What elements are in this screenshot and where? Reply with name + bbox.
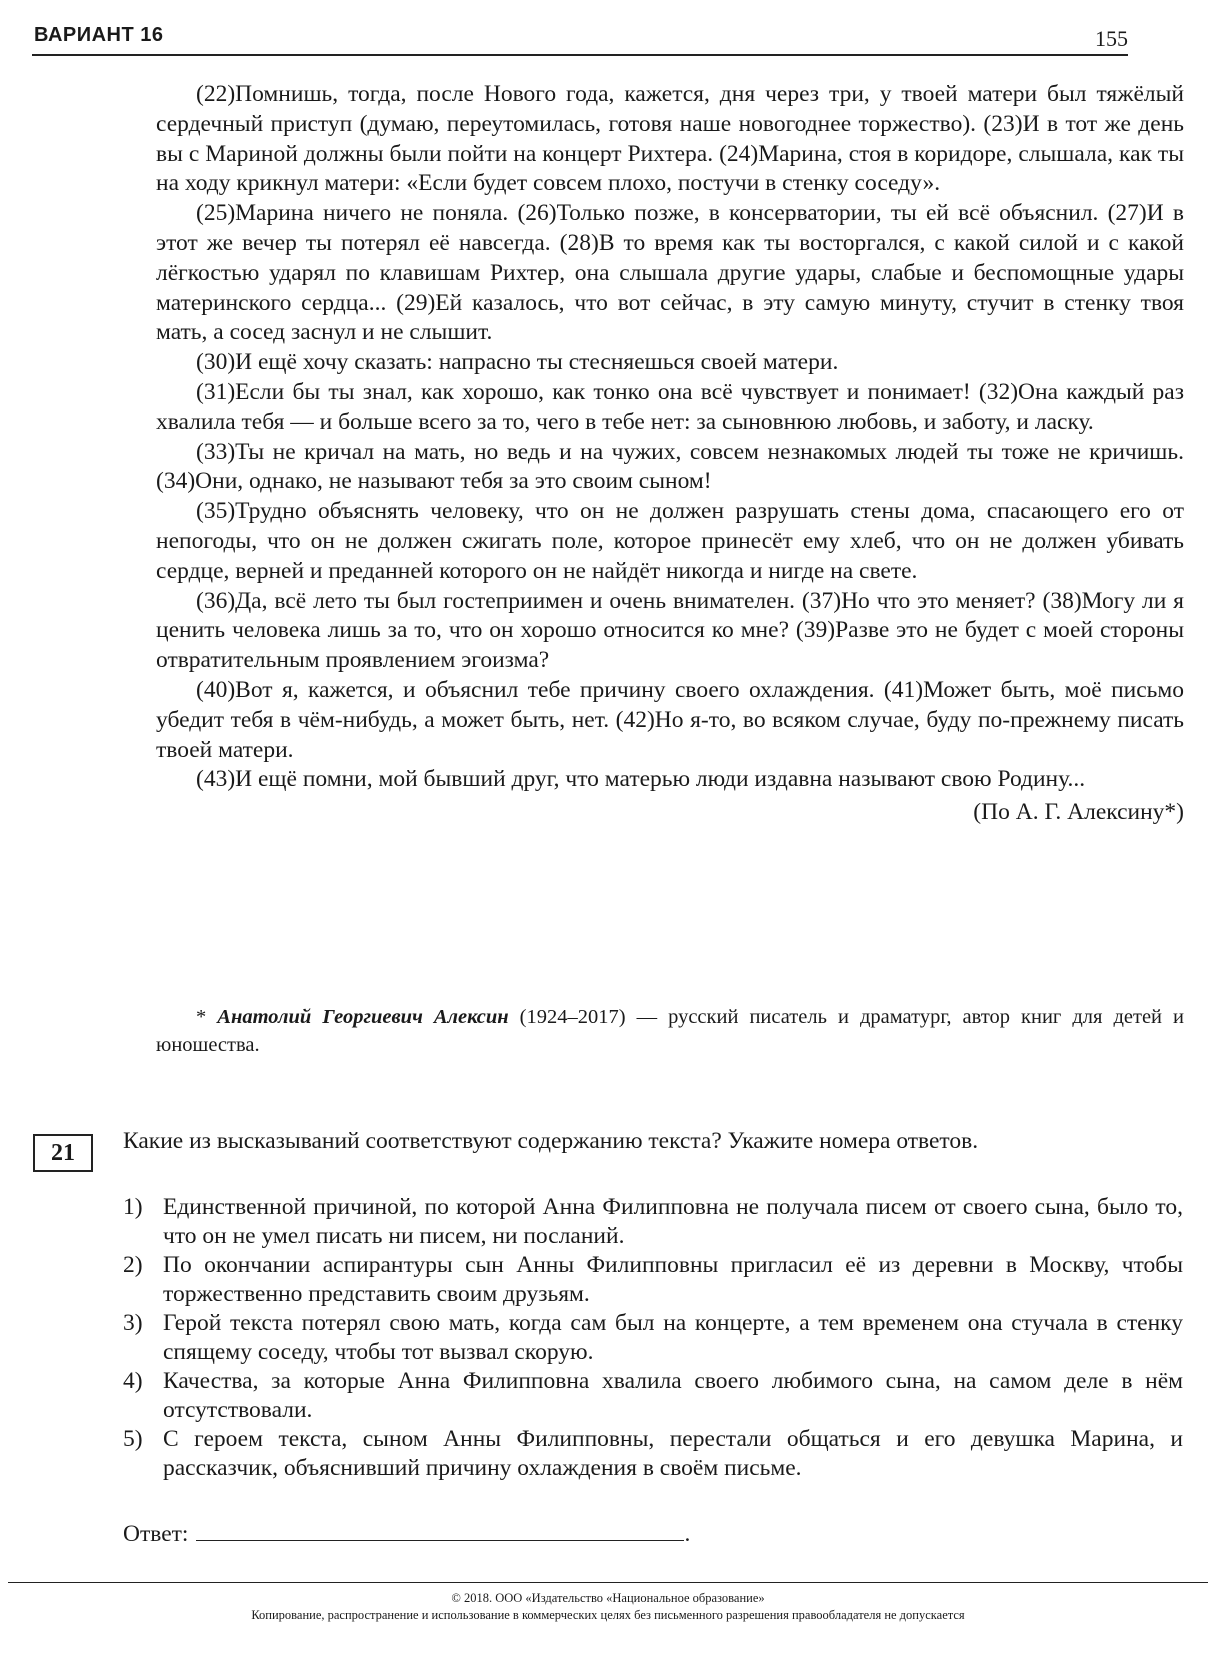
text-paragraph: (25)Марина ничего не поняла. (26)Только позже, в консерватории, ты ей всё объяснил. (27)И в этот же вечер ты потерял её навсегда. (28)В то время как ты восторгался, с какой силой и с какой лёгкостью ударял по клавишам Рихтер, она слышала другие удары, слабые и беспомощные удары материнского сердца... (29)Ей казалось, что вот сейчас, в эту самую минуту, стучит в стенку твоя мать, а сосед заснул и не слышит. xyxy=(156,200,1184,346)
text-paragraph: (22)Помнишь, тогда, после Нового года, кажется, дня через три, у твоей матери был тяжёлый сердечный приступ (думаю, переутомилась, готовя наше новогоднее торжество). (23)И в тот же день вы с Мариной должны были пойти на концерт Рихтера. (24)Марина, стоя в коридоре, слышала, как ты на ходу крикнул матери: «Если будет совсем плохо, постучи в стенку соседу». xyxy=(156,81,1184,197)
option-text: По окончании аспирантуры сын Анны Филипповны пригласил её из деревни в Москву, чтобы торжественно представить своим друзьям. xyxy=(163,1252,1183,1307)
footnote xyxy=(156,1003,1184,1059)
answer-field[interactable] xyxy=(196,1518,684,1541)
page-number: 155 xyxy=(1095,26,1128,51)
task-number: 21 xyxy=(33,1134,93,1172)
option-item xyxy=(123,1367,1183,1425)
reading-text xyxy=(156,80,1184,827)
copyright-notice: Копирование, распространение и использование в коммерческих целях без письменного разрешения правообладателя не допускается xyxy=(251,1608,965,1622)
task-question: Какие из высказываний соответствуют содержанию текста? Укажите номера ответов. xyxy=(123,1128,979,1154)
answer-label: Ответ: xyxy=(123,1521,189,1547)
option-number: 3) xyxy=(123,1310,143,1336)
text-paragraph: (40)Вот я, кажется, и объяснил тебе причину своего охлаждения. (41)Может быть, моё письмо убедит тебя в чём-нибудь, а может быть, нет. (42)Но я-то, во всяком случае, буду по-прежнему писать твоей матери. xyxy=(156,676,1184,763)
text-paragraph: (43)И ещё помни, мой бывший друг, что матерью люди издавна называют свою Родину... xyxy=(196,766,1086,793)
option-text: С героем текста, сыном Анны Филипповны, перестали общаться и его девушка Марина, и рассказчик, объяснивший причину охлаждения в своём письме. xyxy=(163,1426,1183,1481)
page-header xyxy=(32,20,1128,56)
footnote-marker: * xyxy=(196,1006,218,1028)
option-number: 1) xyxy=(123,1194,143,1220)
option-item xyxy=(123,1193,1183,1251)
option-item xyxy=(123,1251,1183,1309)
option-text: Единственной причиной, по которой Анна Филипповна не получала писем от своего сына, было то, что он не умел писать ни писем, ни посланий. xyxy=(163,1194,1183,1249)
copyright: © 2018. ООО «Издательство «Национальное образование» xyxy=(451,1591,765,1605)
variant-title: ВАРИАНТ 16 xyxy=(34,24,164,46)
page-footer xyxy=(8,1590,1208,1624)
option-item xyxy=(123,1309,1183,1367)
option-text: Качества, за которые Анна Филипповна хвалила своего любимого сына, на самом деле в нём отсутствовали. xyxy=(163,1368,1183,1423)
answer-options xyxy=(123,1193,1183,1483)
answer-row xyxy=(123,1518,690,1549)
footnote-author-name: Анатолий Георгиевич Алексин xyxy=(217,1006,509,1028)
option-item xyxy=(123,1425,1183,1483)
footnote-text: (1924–2017) — русский писатель и драматург, автор книг для детей и юношества. xyxy=(156,1006,1185,1056)
text-paragraph: (36)Да, всё лето ты был гостеприимен и очень внимателен. (37)Но что это меняет? (38)Могу ли я ценить человека лишь за то, что он хорошо относится ко мне? (39)Разве это не будет с моей стороны отвратительным проявлением эгоизма? xyxy=(156,587,1184,674)
text-paragraph: (30)И ещё хочу сказать: напрасно ты стесняешься своей матери. xyxy=(196,349,839,376)
text-paragraph: (33)Ты не кричал на мать, но ведь и на чужих, совсем незнакомых людей ты тоже не кричишь. (34)Они, однако, не называют тебя за это своим сыном! xyxy=(156,438,1184,495)
answer-end: . xyxy=(684,1521,691,1547)
text-paragraph: (35)Трудно объяснять человеку, что он не должен разрушать стены дома, спасающего его от непогоды, что он не должен сжигать поле, которое принесёт ему хлеб, что он не должен убивать сердце, верней и преданней которого он не найдёт никогда и нигде на свете. xyxy=(156,498,1184,584)
option-text: Герой текста потерял свою мать, когда сам был на концерте, а тем временем она стучала в стенку спящему соседу, чтобы тот вызвал скорую. xyxy=(163,1310,1183,1365)
attribution: (По А. Г. Алексину*) xyxy=(973,799,1184,826)
option-number: 5) xyxy=(123,1426,143,1452)
text-paragraph: (31)Если бы ты знал, как хорошо, как тонко она всё чувствует и понимает! (32)Она каждый раз хвалила тебя — и больше всего за то, чего в тебе нет: за сыновнюю любовь, и заботу, и ласку. xyxy=(156,378,1184,435)
option-number: 4) xyxy=(123,1368,143,1394)
footer-divider xyxy=(8,1582,1208,1583)
option-number: 2) xyxy=(123,1252,143,1278)
